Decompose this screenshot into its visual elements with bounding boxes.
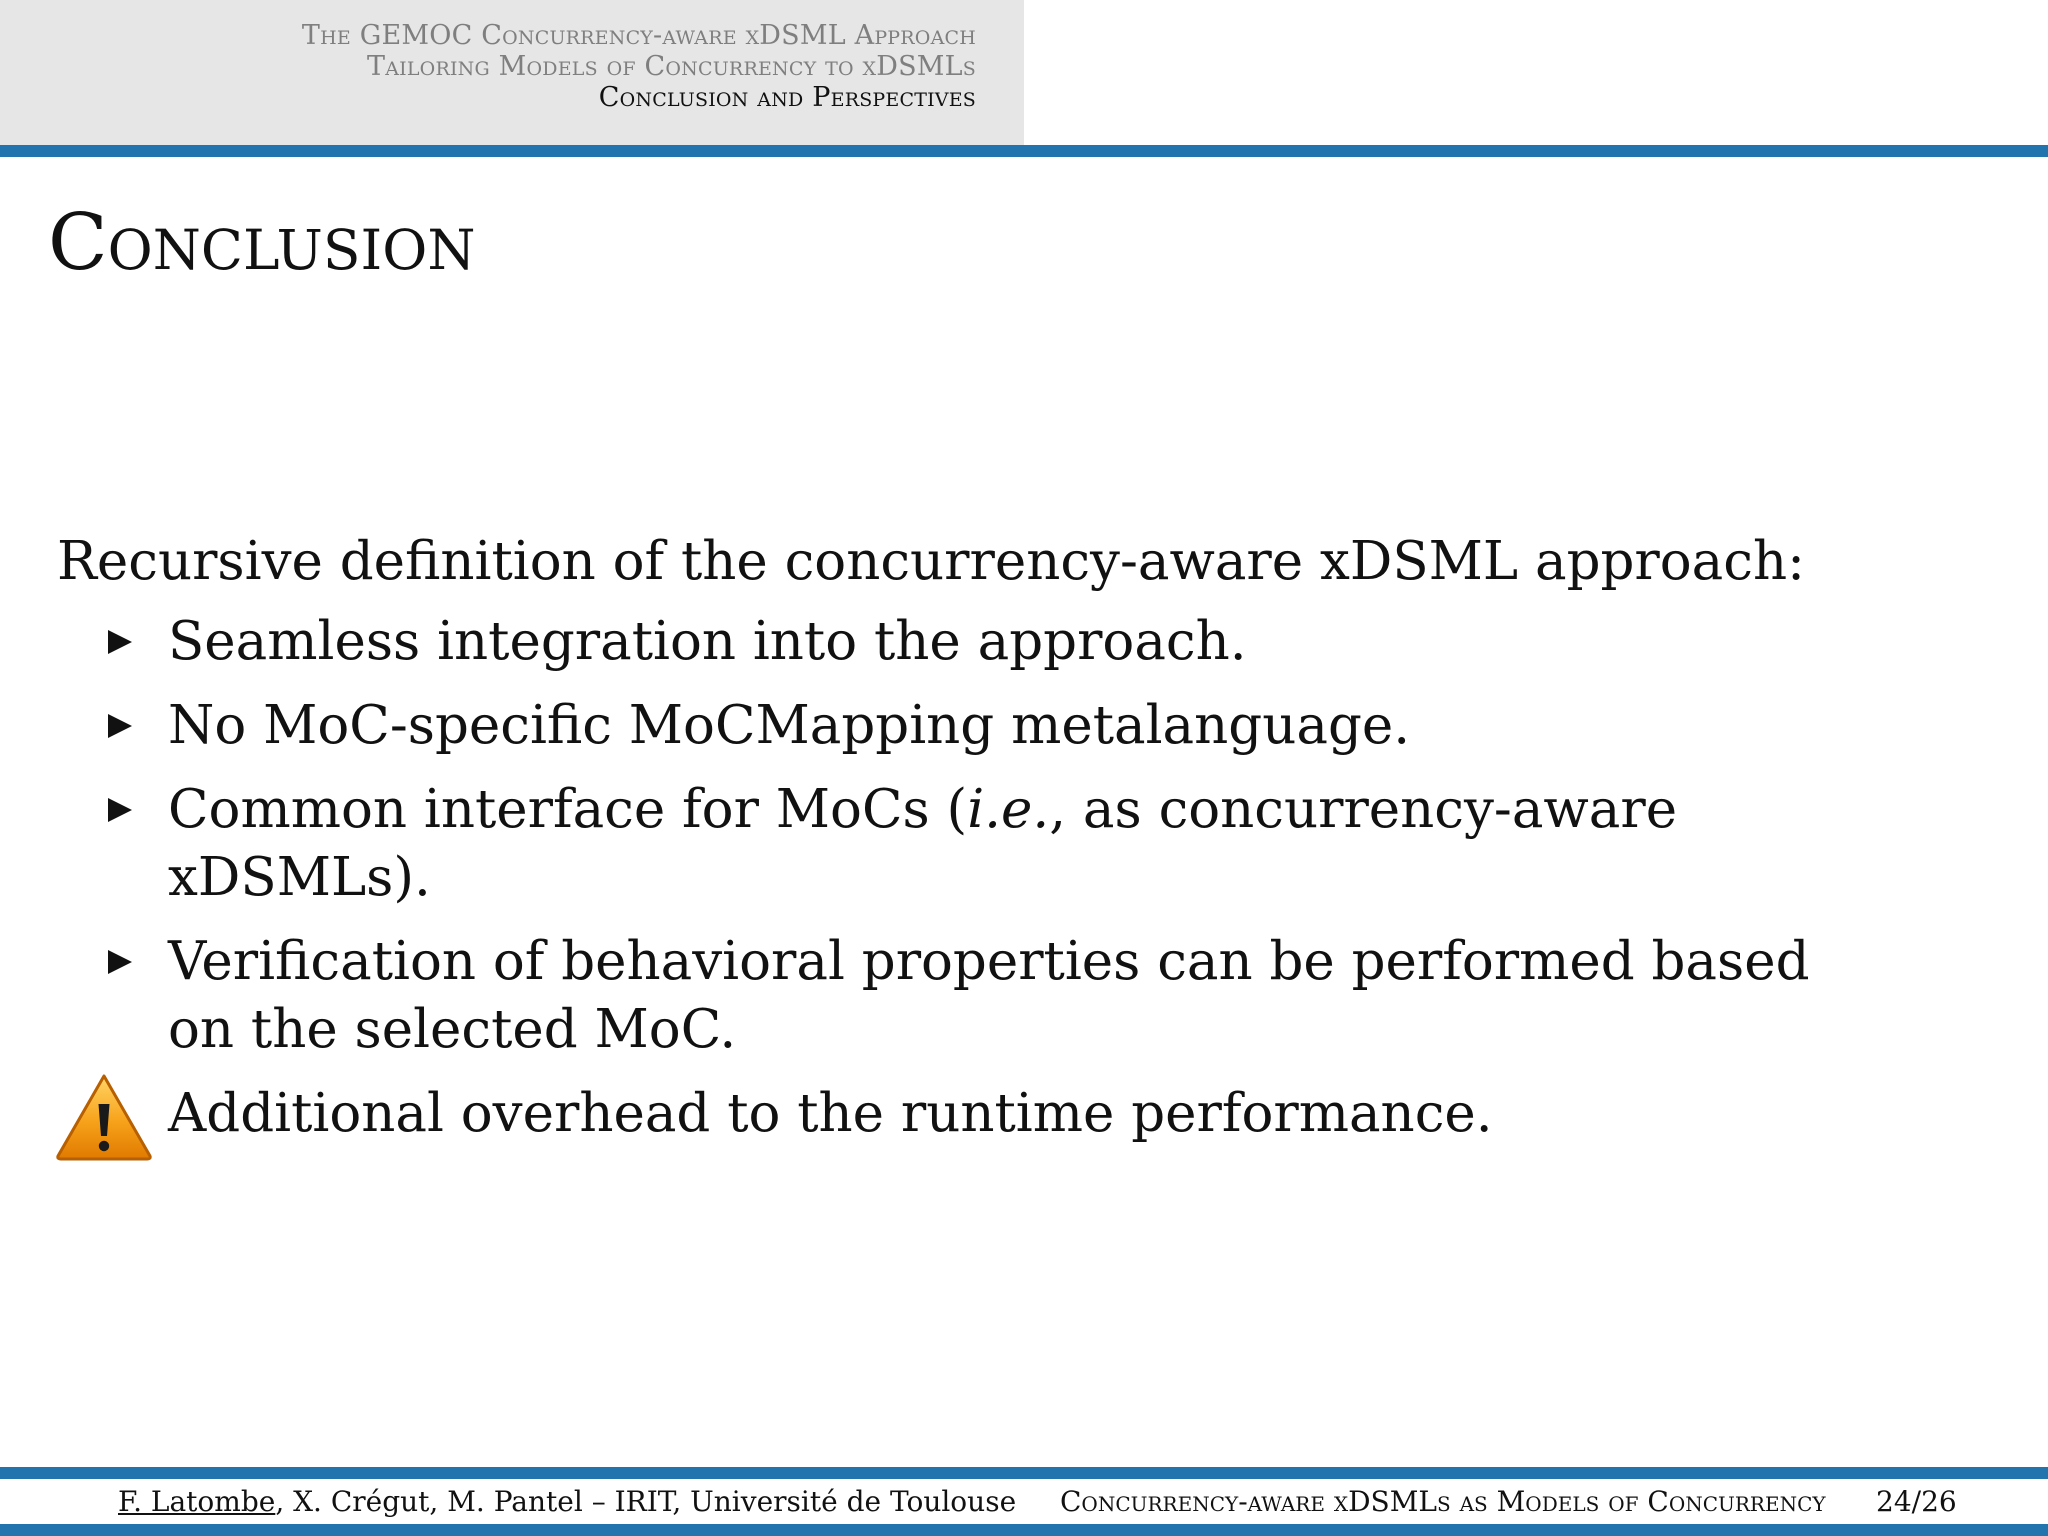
bullet-text-after: , as concurrency-aware xDSMLs). bbox=[168, 779, 1678, 908]
intro-text: Recursive definition of the concurrency-aware xDSML approach: bbox=[57, 531, 1805, 592]
footer-authors-rest: , X. Crégut, M. Pantel – IRIT, Université de Toulouse bbox=[275, 1485, 1017, 1518]
section-navigation bbox=[302, 20, 976, 113]
header-divider bbox=[0, 145, 2048, 157]
page-number: 24/26 bbox=[1876, 1485, 1957, 1518]
presenter-name: F. Latombe bbox=[118, 1485, 276, 1518]
footer-divider-top bbox=[0, 1467, 2048, 1479]
bullet-item bbox=[0, 928, 1888, 1064]
warning-item bbox=[0, 1080, 1888, 1148]
bullet-text: Verification of behavioral properties can be performed based on the selected MoC. bbox=[168, 931, 1810, 1060]
triangle-bullet-icon bbox=[108, 630, 132, 654]
triangle-bullet-icon bbox=[108, 950, 132, 974]
bullet-emphasis: i.e. bbox=[967, 779, 1050, 840]
warning-icon bbox=[54, 1072, 154, 1162]
bullet-item bbox=[0, 608, 1888, 676]
bullet-text-before: Common interface for MoCs ( bbox=[168, 779, 968, 840]
bullet-item bbox=[0, 692, 1888, 760]
nav-section-tailoring-mocs[interactable]: Tailoring Models of Concurrency to xDSMLs bbox=[367, 51, 976, 82]
bullet-text: No MoC-specific MoCMapping metalanguage. bbox=[168, 695, 1411, 756]
triangle-bullet-icon bbox=[108, 714, 132, 738]
bullet-text: Seamless integration into the approach. bbox=[168, 611, 1247, 672]
nav-section-gemoc-approach[interactable]: The GEMOC Concurrency-aware xDSML Approach bbox=[301, 20, 976, 51]
bullet-list bbox=[0, 608, 2048, 1164]
footer-authors bbox=[118, 1482, 1016, 1522]
triangle-bullet-icon bbox=[108, 798, 132, 822]
footer-short-title: Concurrency-aware xDSMLs as Models of Concurrency bbox=[1060, 1485, 1826, 1518]
slide-title: Conclusion bbox=[48, 198, 476, 288]
nav-section-conclusion[interactable]: Conclusion and Perspectives bbox=[598, 82, 976, 113]
warning-text: Additional overhead to the runtime performance. bbox=[168, 1083, 1493, 1144]
header-bar bbox=[0, 0, 1024, 145]
bullet-item bbox=[0, 776, 1888, 912]
footer-divider-bottom bbox=[0, 1524, 2048, 1536]
